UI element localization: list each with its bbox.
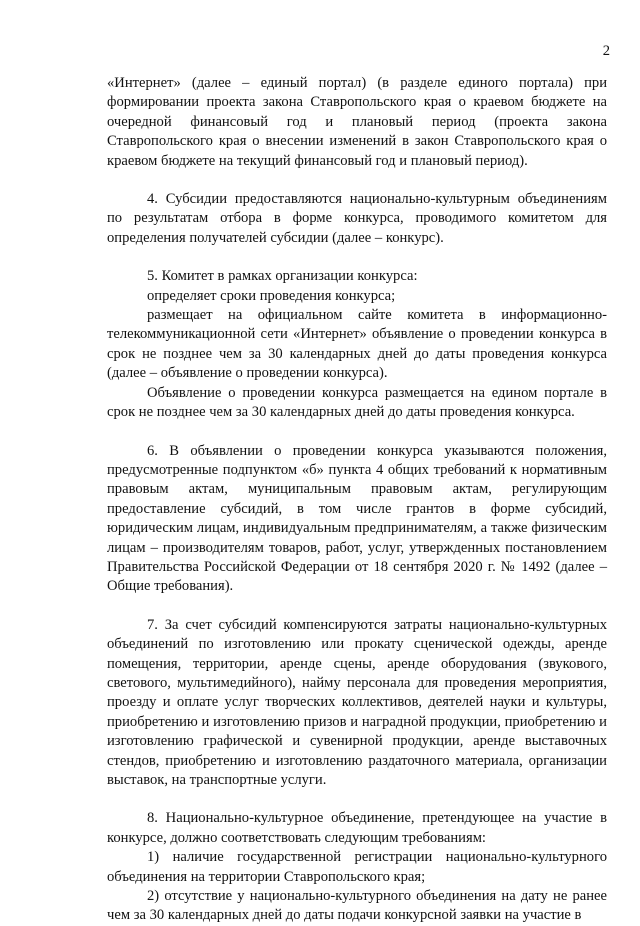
paragraph-5-deadlines: определяет сроки проведения конкурса; [147, 287, 396, 304]
paragraph-5-committee: 5. Комитет в рамках организации конкурса: [147, 268, 418, 285]
requirement-1-registration: 1) наличие государственной регистрации национально-культурного объединения на территории Ставропольского края; [107, 849, 607, 885]
paragraph-4-subsidies: 4. Субсидии предоставляются национально-культурным объединениям по результатам отбора в форме конкурса, проводимого комитетом для определения получателей субсидии (далее – конкурс). [107, 191, 607, 246]
paragraph-7-compensated-costs: 7. За счет субсидий компенсируются затраты национально-культурных объединений по изготовлению или прокату сценической одежды, аренде помещения, территории, аренде сцены, аренде оборудования (звукового, светового, мультимедийного), найму персонала для проведения мероприятия, проезду и оплате услуг творческих коллективов, деятелей науки и культуры, приобретению и изготовлению призов и наградной продукции, приобретению и изготовлению графической и сувенирной продукции, аренде выставочных стендов, приобретению и изготовлению раздаточного материала, организации выставок, на транспортные услуги. [107, 616, 607, 788]
paragraph-5-announcement: размещает на официальном сайте комитета в информационно-телекоммуникационной сети «Интернет» объявление о проведении конкурса в срок не позднее чем за 30 календарных дней до даты проведения конкурса (далее – объявление о проведении конкурса). [107, 307, 607, 382]
document-body [107, 74, 607, 926]
paragraph-5-portal: Объявление о проведении конкурса размещается на едином портале в срок не позднее чем за 30 календарных дней до даты проведения конкурса. [107, 384, 607, 421]
requirement-2-absence: 2) отсутствие у национально-культурного объединения на дату не ранее чем за 30 календарных дней до даты подачи конкурсной заявки на участие в [107, 888, 607, 924]
page-number: 2 [602, 43, 610, 59]
paragraph-portal-continuation: «Интернет» (далее – единый портал) (в разделе единого портала) при формировании проекта закона Ставропольского края о краевом бюджете на очередной финансовый год и плановый период (проекта закона Ставропольского края о внесении изменений в закон Ставропольского края о краевом бюджете на текущий финансовый год и плановый период). [107, 75, 607, 169]
paragraph-6-announcement-contents: 6. В объявлении о проведении конкурса указываются положения, предусмотренные подпунктом «б» пункта 4 общих требований к нормативным правовым актам, муниципальным правовым актам, регулирующим предоставление субсидий, в том числе грантов в форме субсидий, юридическим лицам, индивидуальным предпринимателям, а также физическим лицам – производителям товаров, работ, услуг, утвержденных постановлением Правительства Российской Федерации от 18 сентября 2020 г. № 1492 (далее – Общие требования). [107, 442, 607, 595]
paragraph-8-requirements: 8. Национально-культурное объединение, претендующее на участие в конкурсе, должно соответствовать следующим требованиям: [107, 810, 607, 846]
